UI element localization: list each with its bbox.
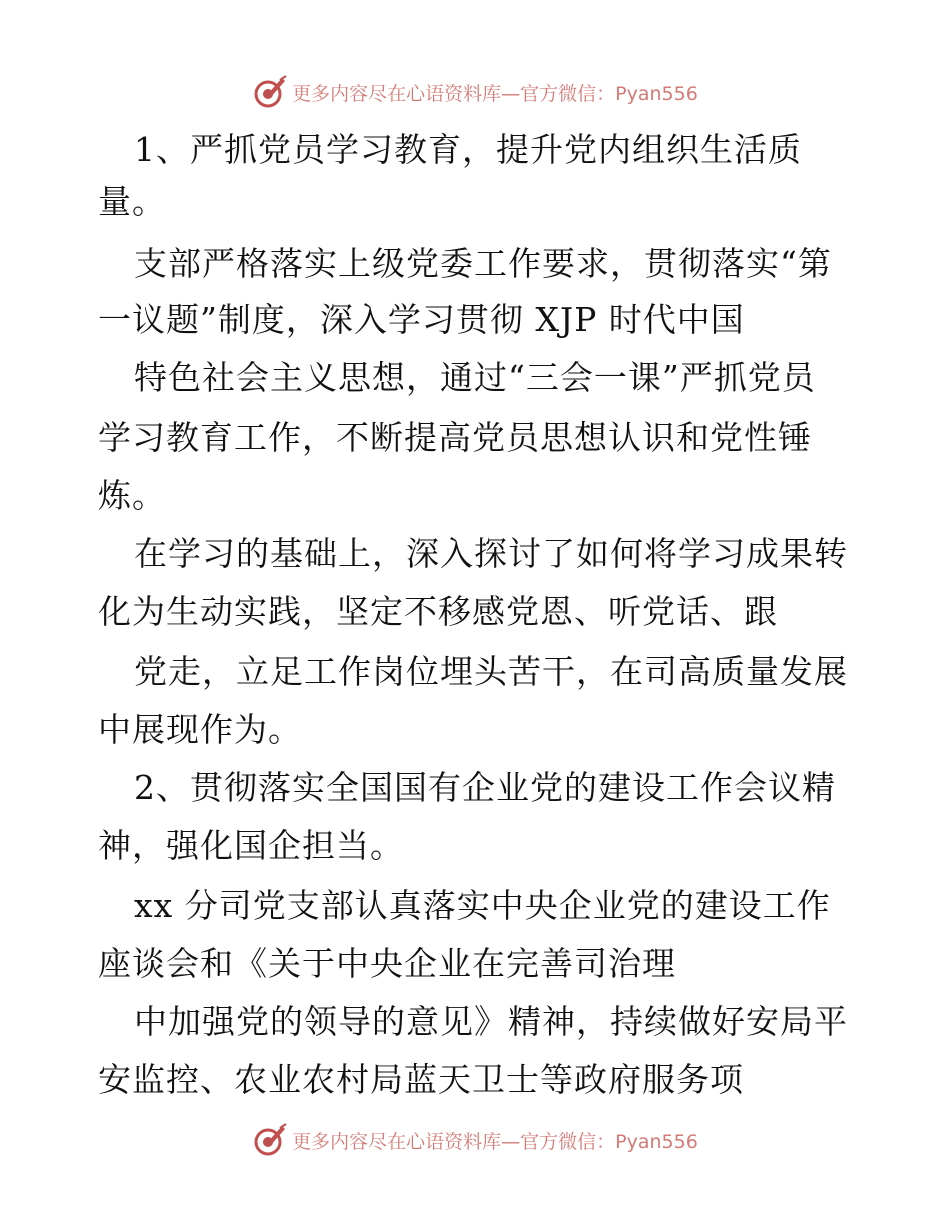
text-line: xx 分司党支部认真落实中央企业党的建设工作 <box>134 886 831 925</box>
text-line: 量。 <box>98 182 166 221</box>
watermark-text: 更多内容尽在心语资料库—官方微信：Pyan556 <box>292 1130 698 1153</box>
quill-logo-icon <box>252 74 288 110</box>
text-line: 党走，立足工作岗位埋头苦干，在司高质量发展 <box>134 652 848 691</box>
text-line: 一议题”制度，深入学习贯彻 XJP 时代中国 <box>98 300 745 339</box>
text-line: 中加强党的领导的意见》精神，持续做好安局平 <box>134 1002 848 1041</box>
text-line: 炼。 <box>98 476 166 515</box>
text-line: 神，强化国企担当。 <box>98 826 404 865</box>
text-line: 特色社会主义思想，通过“三会一课”严抓党员 <box>134 358 816 397</box>
text-line: 安监控、农业农村局蓝天卫士等政府服务项 <box>98 1060 744 1099</box>
text-line: 化为生动实践，坚定不移感党恩、听党话、跟 <box>98 592 778 631</box>
text-line: 1、严抓党员学习教育，提升党内组织生活质 <box>134 130 802 169</box>
text-line: 2、贯彻落实全国国有企业党的建设工作会议精 <box>134 768 836 807</box>
text-line: 座谈会和《关于中央企业在完善司治理 <box>98 944 676 983</box>
text-line: 在学习的基础上，深入探讨了如何将学习成果转 <box>134 534 848 573</box>
text-line: 中展现作为。 <box>98 710 302 749</box>
footer-watermark <box>0 1120 950 1160</box>
quill-logo-icon <box>252 1122 288 1158</box>
watermark-text: 更多内容尽在心语资料库—官方微信：Pyan556 <box>292 82 698 105</box>
text-line: 支部严格落实上级党委工作要求，贯彻落实“第 <box>134 244 832 283</box>
header-watermark <box>0 72 950 112</box>
text-line: 学习教育工作，不断提高党员思想认识和党性锤 <box>98 418 812 457</box>
